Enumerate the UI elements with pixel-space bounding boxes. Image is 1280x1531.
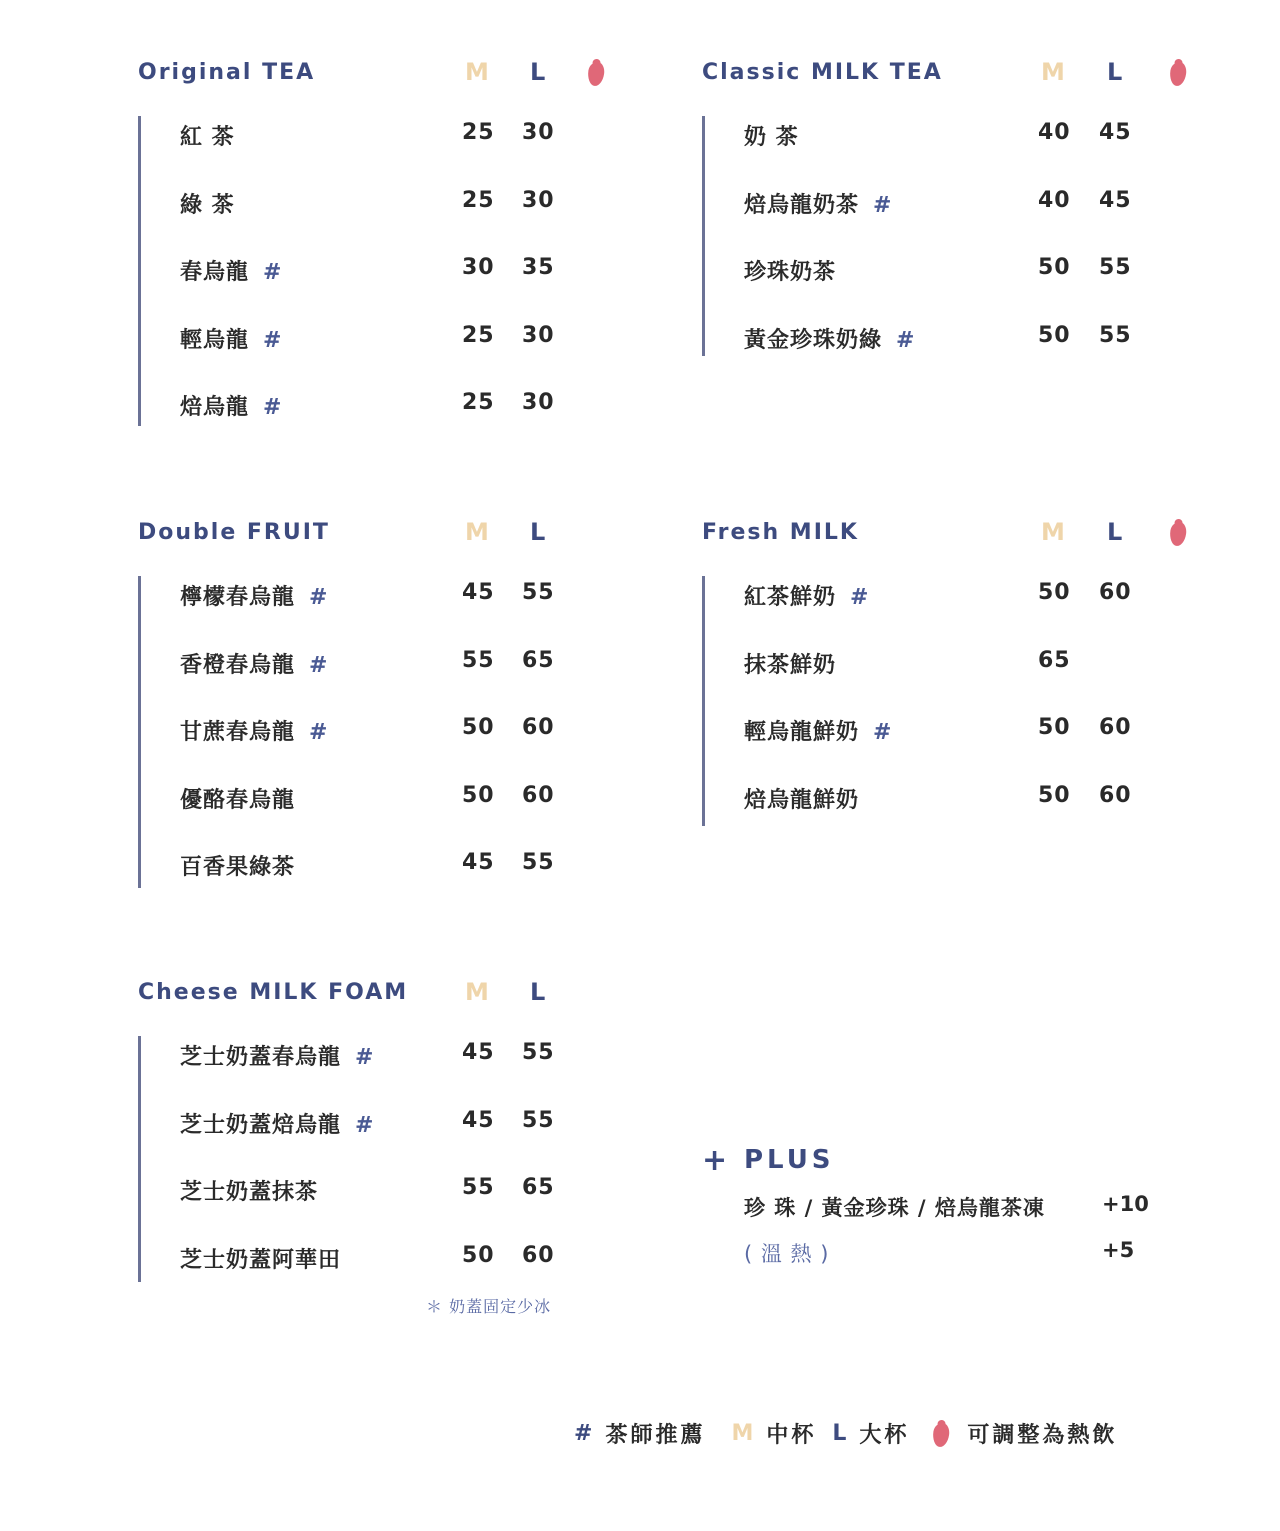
menu-item xyxy=(702,648,1242,716)
price-large: 55 xyxy=(522,1040,555,1065)
menu-item xyxy=(702,323,1242,391)
hot-drink-icon xyxy=(1168,61,1187,87)
section-original-tea xyxy=(138,48,678,458)
price-large: 35 xyxy=(522,255,555,280)
price-large: 30 xyxy=(522,322,555,348)
item-name: 甘蔗春烏龍 # xyxy=(180,720,329,745)
recommend-mark: # xyxy=(355,1112,375,1138)
section-title: Double FRUIT xyxy=(138,520,330,545)
large-size-label: L xyxy=(1107,518,1123,546)
item-name: 珍珠奶茶 xyxy=(744,260,837,285)
plus-title: PLUS xyxy=(744,1145,835,1175)
medium-size-label: M xyxy=(465,518,489,546)
item-name: 芝士奶蓋焙烏龍 # xyxy=(180,1112,375,1138)
price-large: 30 xyxy=(522,120,555,145)
large-size-label: L xyxy=(530,518,546,546)
menu-item xyxy=(702,255,1242,323)
item-name: 綠 茶 xyxy=(180,192,235,218)
plus-header xyxy=(702,1140,1162,1180)
cheese-foam-note: ＊ 奶蓋固定少冰 xyxy=(426,1297,552,1316)
medium-size-label: M xyxy=(1041,58,1065,86)
menu-item xyxy=(138,1175,678,1243)
price-large: 55 xyxy=(522,1107,555,1133)
item-name: 奶 茶 xyxy=(744,125,799,150)
price-large: 30 xyxy=(522,187,555,213)
item-name: 檸檬春烏龍 # xyxy=(180,585,329,610)
medium-size-label: M xyxy=(731,1421,757,1446)
price-large: 60 xyxy=(1099,580,1132,605)
section-header xyxy=(138,508,678,548)
addon-label: 珍 珠 / 黃金珍珠 / 焙烏龍茶凍 xyxy=(744,1196,1045,1220)
price-large: 55 xyxy=(1099,322,1132,348)
addon-label: ( 溫 熱 ) xyxy=(744,1242,830,1266)
price-medium: 30 xyxy=(462,255,495,280)
item-name: 百香果綠茶 xyxy=(180,855,296,880)
menu-item xyxy=(138,783,678,851)
legend-recommend-text: 茶師推薦 xyxy=(605,1423,706,1448)
price-medium: 45 xyxy=(462,1107,495,1133)
price-medium: 40 xyxy=(1038,120,1071,145)
price-medium: 25 xyxy=(462,187,495,213)
menu-item xyxy=(138,255,678,323)
price-large: 45 xyxy=(1099,187,1132,213)
hot-drink-icon xyxy=(1168,521,1187,547)
price-medium: 50 xyxy=(1038,255,1071,280)
menu-item xyxy=(702,580,1242,648)
price-medium: 45 xyxy=(462,1040,495,1065)
item-name: 紅茶鮮奶 # xyxy=(744,585,870,610)
price-large: 55 xyxy=(1099,255,1132,280)
menu-list xyxy=(138,1040,678,1310)
section-header xyxy=(138,48,678,88)
price-large: 60 xyxy=(522,1242,555,1268)
price-medium: 25 xyxy=(462,120,495,145)
item-name: 優酪春烏龍 xyxy=(180,787,296,813)
price-medium: 50 xyxy=(1038,715,1071,740)
recommend-mark: # xyxy=(850,585,870,610)
price-medium: 45 xyxy=(462,580,495,605)
legend-hot xyxy=(931,1419,953,1449)
price-medium: 40 xyxy=(1038,187,1071,213)
item-name: 芝士奶蓋春烏龍 # xyxy=(180,1045,375,1070)
recommend-mark: # xyxy=(309,720,329,745)
plus-addons xyxy=(702,1140,1162,1272)
medium-size-label: M xyxy=(1041,518,1065,546)
item-name: 焙烏龍 # xyxy=(180,395,283,420)
section-title: Classic MILK TEA xyxy=(702,60,943,85)
medium-size-label: M xyxy=(465,58,489,86)
item-name: 抹茶鮮奶 xyxy=(744,652,837,678)
price-medium: 50 xyxy=(462,715,495,740)
price-medium: 25 xyxy=(462,390,495,415)
addon-price: +10 xyxy=(1102,1192,1149,1216)
item-name: 香橙春烏龍 # xyxy=(180,652,329,678)
price-large: 60 xyxy=(522,782,555,808)
addon-row-toppings xyxy=(702,1180,1162,1226)
menu-item xyxy=(702,715,1242,783)
section-title: Original TEA xyxy=(138,60,316,85)
recommend-mark: # xyxy=(574,1421,596,1446)
menu-list xyxy=(138,120,678,458)
price-large: 55 xyxy=(522,580,555,605)
price-medium: 50 xyxy=(1038,580,1071,605)
recommend-mark: # xyxy=(309,652,329,678)
menu-item xyxy=(138,580,678,648)
recommend-mark: # xyxy=(263,395,283,420)
section-header xyxy=(702,508,1242,548)
hot-drink-icon xyxy=(586,61,605,87)
hot-drink-icon xyxy=(932,1422,951,1448)
price-medium: 50 xyxy=(462,1242,495,1268)
large-size-label: L xyxy=(1107,58,1123,86)
menu-list xyxy=(702,580,1242,850)
item-name: 芝士奶蓋阿華田 xyxy=(180,1247,342,1273)
menu-item xyxy=(702,188,1242,256)
item-name: 黃金珍珠奶綠 # xyxy=(744,327,916,353)
menu-item xyxy=(138,1040,678,1108)
price-medium: 50 xyxy=(1038,782,1071,808)
recommend-mark: # xyxy=(896,327,916,353)
menu-item xyxy=(702,783,1242,851)
price-medium: 25 xyxy=(462,322,495,348)
large-size-label: L xyxy=(832,1421,850,1446)
price-large: 55 xyxy=(522,850,555,875)
section-header xyxy=(138,968,678,1008)
price-large: 60 xyxy=(1099,715,1132,740)
section-header xyxy=(702,48,1242,88)
item-name: 芝士奶蓋抹茶 xyxy=(180,1180,319,1205)
recommend-mark: # xyxy=(263,260,283,285)
legend-medium-text: 中杯 xyxy=(766,1423,817,1448)
price-large: 65 xyxy=(522,1175,555,1200)
section-cheese-milk-foam xyxy=(138,968,678,1310)
plus-icon: + xyxy=(702,1142,728,1178)
price-large: 60 xyxy=(1099,782,1132,808)
item-name: 輕烏龍鮮奶 # xyxy=(744,720,893,745)
price-medium: 55 xyxy=(462,1175,495,1200)
section-classic-milk-tea xyxy=(702,48,1242,390)
large-size-label: L xyxy=(530,978,546,1006)
menu-item xyxy=(138,188,678,256)
menu-item xyxy=(138,648,678,716)
menu-list xyxy=(702,120,1242,390)
price-large: 65 xyxy=(522,647,555,673)
menu-item xyxy=(138,1108,678,1176)
recommend-mark: # xyxy=(263,327,283,353)
section-title: Fresh MILK xyxy=(702,520,859,545)
recommend-mark: # xyxy=(355,1045,375,1070)
section-title: Cheese MILK FOAM xyxy=(138,980,409,1005)
addon-row-warm xyxy=(702,1226,1162,1272)
recommend-mark: # xyxy=(309,585,329,610)
price-medium: 50 xyxy=(1038,322,1071,348)
item-name: 紅 茶 xyxy=(180,125,235,150)
menu-item xyxy=(138,850,678,918)
item-name: 焙烏龍奶茶 # xyxy=(744,192,893,218)
price-medium: 45 xyxy=(462,850,495,875)
price-medium: 65 xyxy=(1038,647,1071,673)
legend-hot-text: 可調整為熱飲 xyxy=(967,1423,1118,1448)
recommend-mark: # xyxy=(873,192,893,218)
menu-item xyxy=(702,120,1242,188)
menu-item xyxy=(138,390,678,458)
legend xyxy=(574,1418,1117,1449)
section-fresh-milk xyxy=(702,508,1242,850)
item-name: 焙烏龍鮮奶 xyxy=(744,787,860,813)
recommend-mark: # xyxy=(873,720,893,745)
medium-size-label: M xyxy=(465,978,489,1006)
price-large: 30 xyxy=(522,390,555,415)
addon-price: +5 xyxy=(1102,1238,1135,1262)
price-large: 60 xyxy=(522,715,555,740)
price-large: 45 xyxy=(1099,120,1132,145)
large-size-label: L xyxy=(530,58,546,86)
menu-item xyxy=(138,323,678,391)
price-medium: 55 xyxy=(462,647,495,673)
menu-item xyxy=(138,715,678,783)
menu-list xyxy=(138,580,678,918)
price-medium: 50 xyxy=(462,782,495,808)
legend-large-text: 大杯 xyxy=(859,1423,910,1448)
menu-item xyxy=(138,1243,678,1311)
item-name: 輕烏龍 # xyxy=(180,327,283,353)
menu-item xyxy=(138,120,678,188)
section-double-fruit xyxy=(138,508,678,918)
item-name: 春烏龍 # xyxy=(180,260,283,285)
